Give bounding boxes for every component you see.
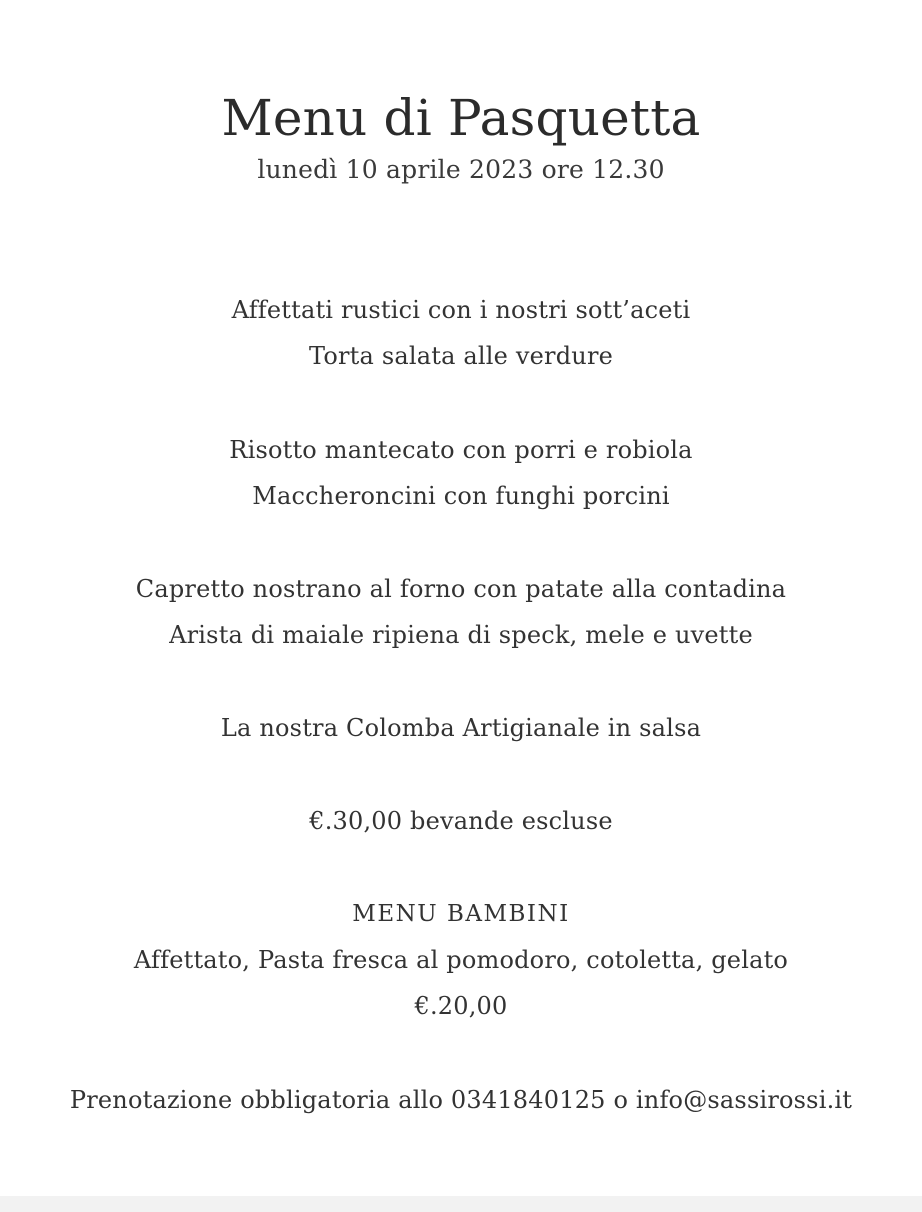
event-date: lunedì 10 aprile 2023 ore 12.30	[257, 155, 665, 184]
page-title: Menu di Pasquetta	[221, 89, 701, 147]
primo-item-2: Maccheroncini con funghi porcini	[252, 482, 670, 510]
kids-menu-heading: MENU BAMBINI	[352, 901, 570, 927]
antipasto-item-1: Affettati rustici con i nostri sott’aceti	[231, 296, 691, 324]
kids-menu-description: Affettato, Pasta fresca al pomodoro, cotoletta, gelato	[133, 946, 789, 974]
dessert-item: La nostra Colomba Artigianale in salsa	[220, 714, 702, 742]
kids-menu-price: €.20,00	[414, 992, 508, 1020]
antipasto-item-2: Torta salata alle verdure	[308, 342, 614, 370]
secondo-item-2: Arista di maiale ripiena di speck, mele e uvette	[169, 621, 753, 649]
menu-price: €.30,00 bevande escluse	[309, 807, 613, 835]
page-bottom-edge	[0, 1196, 922, 1212]
secondo-item-1: Capretto nostrano al forno con patate alla contadina	[135, 575, 787, 603]
primo-item-1: Risotto mantecato con porri e robiola	[229, 436, 693, 464]
booking-info: Prenotazione obbligatoria allo 0341840125 o info@sassirossi.it	[69, 1086, 853, 1114]
